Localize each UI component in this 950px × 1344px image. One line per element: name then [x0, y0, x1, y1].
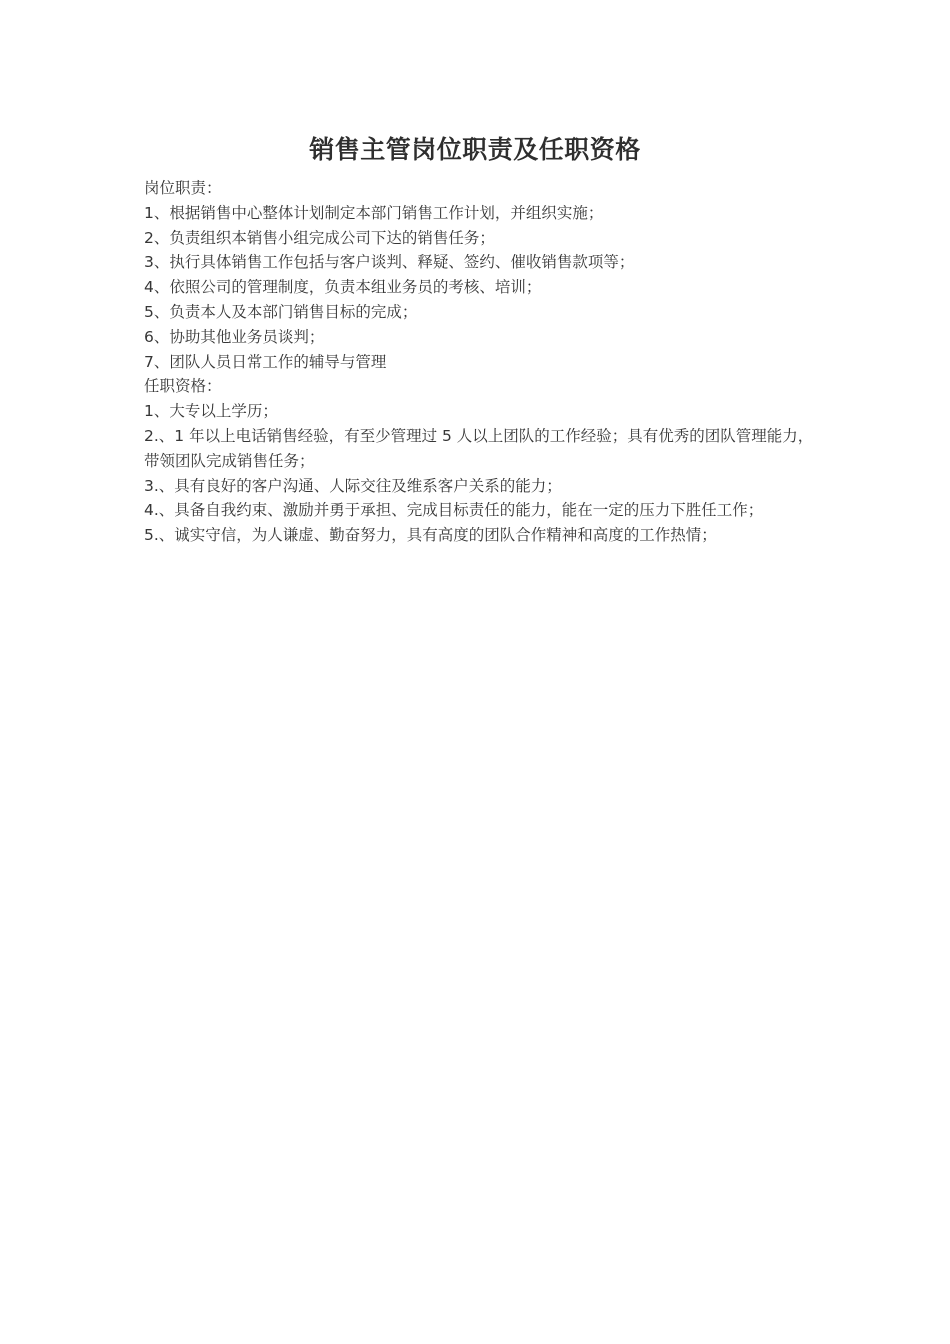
qualification-item: 2.、1 年以上电话销售经验，有至少管理过 5 人以上团队的工作经验；具有优秀的团队管理能力，带领团队完成销售任务；: [144, 426, 814, 470]
duties-heading: 岗位职责：: [144, 179, 222, 197]
duty-item: 7、团队人员日常工作的辅导与管理: [144, 352, 387, 371]
qualification-item: 5.、诚实守信，为人谦虚、勤奋努力，具有高度的团队合作精神和高度的工作热情；: [144, 526, 717, 545]
qualification-item: 3.、具有良好的客户沟通、人际交往及维系客户关系的能力；: [144, 476, 562, 495]
duty-item: 3、执行具体销售工作包括与客户谈判、释疑、签约、催收销售款项等；: [144, 253, 635, 272]
document-title: 销售主管岗位职责及任职资格: [309, 135, 641, 164]
duty-item: 1、根据销售中心整体计划制定本部门销售工作计划，并组织实施；: [144, 203, 604, 222]
duty-item: 5、负责本人及本部门销售目标的完成；: [144, 302, 418, 321]
duty-item: 4、依照公司的管理制度，负责本组业务员的考核、培训；: [144, 278, 542, 297]
document-body: [144, 176, 814, 548]
qualification-item: 4.、具备自我约束、激励并勇于承担、完成目标责任的能力，能在一定的压力下胜任工作；: [144, 501, 764, 520]
duty-item: 2、负责组织本销售小组完成公司下达的销售任务；: [144, 228, 495, 247]
qualification-item: 1、大专以上学历；: [144, 402, 278, 421]
qualifications-heading: 任职资格：: [144, 377, 222, 396]
duty-item: 6、协助其他业务员谈判；: [144, 327, 325, 346]
